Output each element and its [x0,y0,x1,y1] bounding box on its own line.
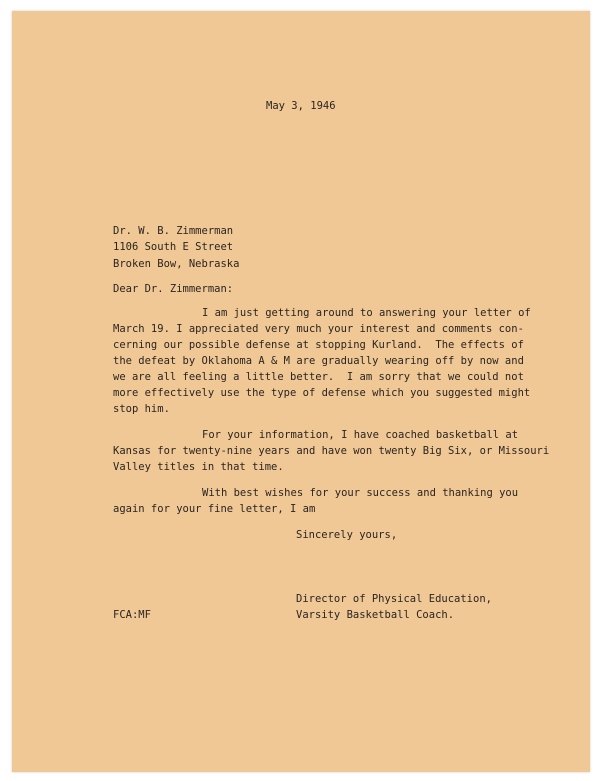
body-line: again for your fine letter, I am [113,503,316,515]
recipient-name: Dr. W. B. Zimmerman [113,225,234,237]
recipient-street: 1106 South E Street [113,241,234,253]
signature-title-line: Director of Physical Education, [296,593,492,605]
body-line: I am just getting around to answering your letter of [202,307,531,319]
body-line: For your information, I have coached basketball at [202,429,519,441]
letter-date: May 3, 1946 [266,100,336,112]
salutation: Dear Dr. Zimmerman: [113,283,234,295]
body-line: Kansas for twenty-nine years and have won twenty Big Six, or Missouri [113,445,550,457]
signature-title-line: Varsity Basketball Coach. [296,609,455,621]
body-line: the defeat by Oklahoma A & M are gradually wearing off by now and [113,355,524,367]
typist-initials: FCA:MF [113,609,151,621]
recipient-city: Broken Bow, Nebraska [113,258,240,270]
letter-page [12,11,590,772]
body-line: more effectively use the type of defense which you suggested might [113,387,531,399]
body-line: With best wishes for your success and thanking you [202,487,519,499]
closing: Sincerely yours, [296,529,398,541]
body-line: stop him. [113,403,170,415]
body-line: cerning our possible defense at stopping Kurland. The effects of [113,339,524,351]
body-line: Valley titles in that time. [113,461,284,473]
body-line: we are all feeling a little better. I am sorry that we could not [113,371,524,383]
body-line: March 19. I appreciated very much your interest and comments con- [113,323,524,335]
